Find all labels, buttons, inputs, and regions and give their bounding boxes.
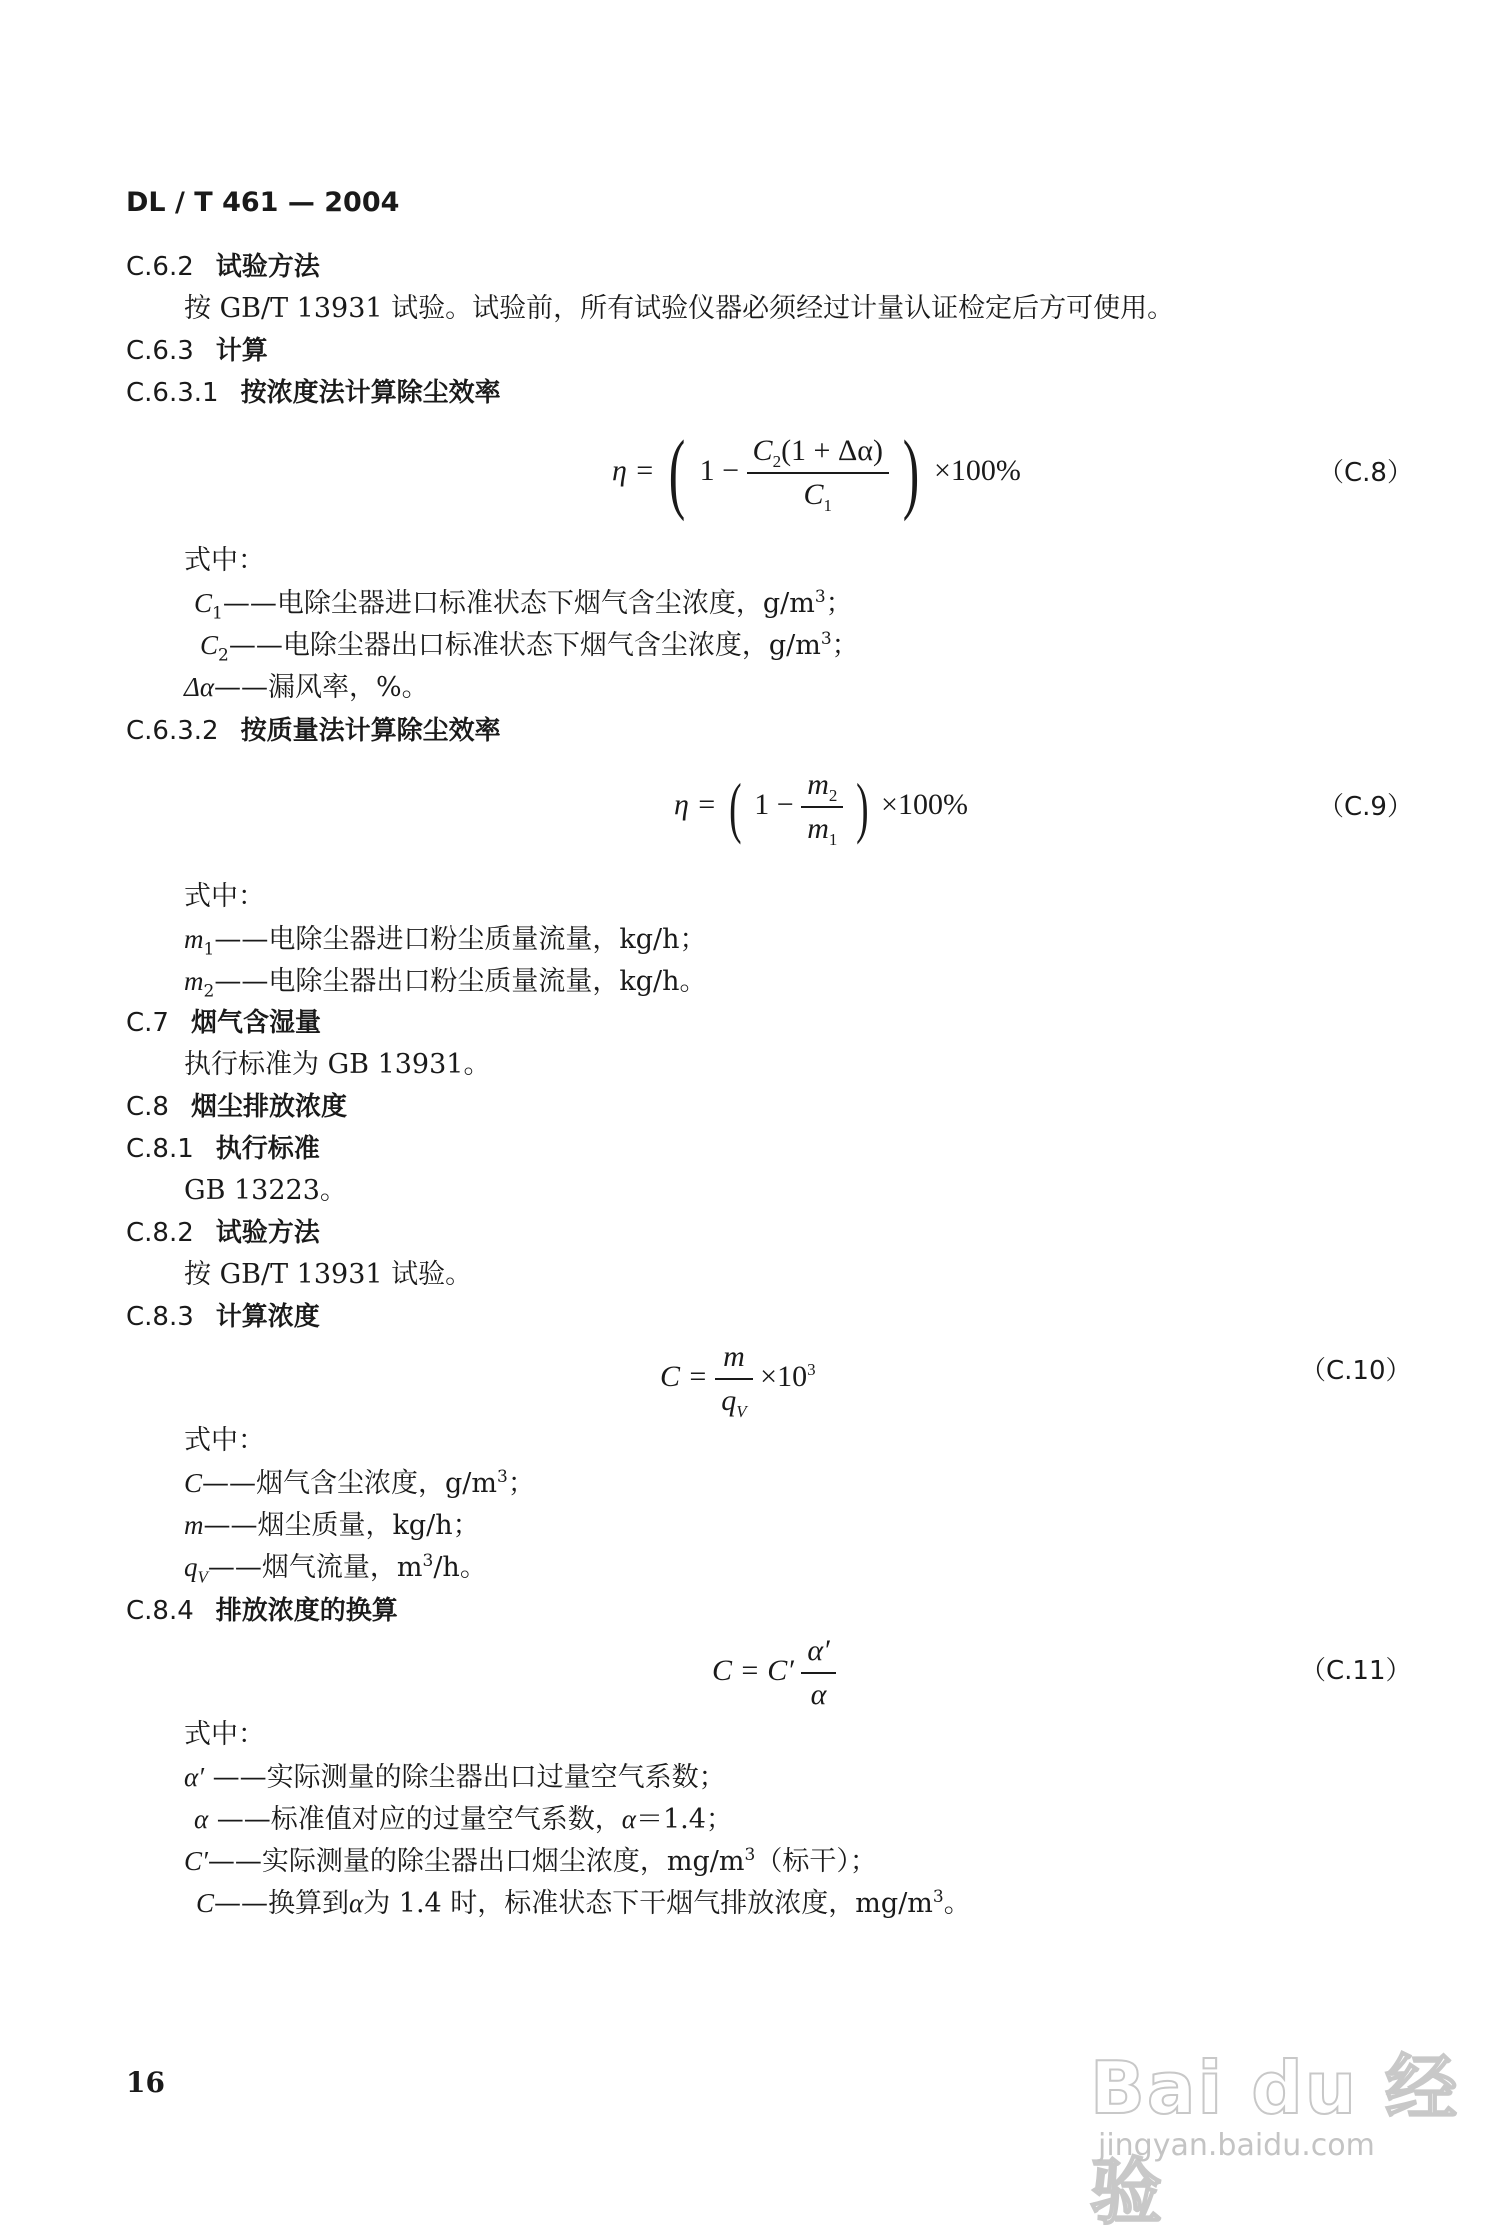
def-end: （标干）； (755, 1846, 877, 1877)
equation-tail: ×100% (933, 453, 1021, 487)
symbol-m: m (807, 768, 829, 801)
def-symbol: C (200, 630, 219, 660)
section-body-c62: 按 GB/T 13931 试验。试验前，所有试验仪器必须经过计量认证检定后方可使用。 (184, 293, 1175, 324)
subscript: 2 (828, 786, 838, 805)
definition-m (184, 1508, 480, 1543)
def-symbol: C′ (184, 1846, 208, 1876)
section-heading-c632 (126, 714, 501, 748)
def-symbol: m (184, 966, 204, 996)
fraction-denominator (715, 1380, 752, 1421)
definition-qv (184, 1550, 487, 1585)
section-number: C.6.3 (126, 336, 194, 366)
symbol-m: m (807, 812, 829, 845)
def-subscript: V (197, 1567, 208, 1587)
equation-lhs: C = (660, 1359, 708, 1393)
fraction-numerator (801, 768, 843, 808)
equation-c11 (712, 1634, 836, 1712)
equation-number-c10: （C.10） (1300, 1356, 1412, 1386)
equation-c9 (674, 768, 968, 849)
subscript: 2 (772, 452, 782, 471)
def-symbol: C (184, 1468, 203, 1498)
fraction (801, 768, 843, 849)
def-symbol: α′ (184, 1762, 205, 1792)
section-heading-c7 (126, 1006, 321, 1040)
fraction-denominator: α (810, 1678, 827, 1711)
def-text: ——换算到 (214, 1888, 350, 1919)
equation-c8 (612, 423, 1021, 522)
section-number: C.8 (126, 1092, 169, 1122)
def-superscript: 3 (814, 587, 826, 607)
definition-alpha (194, 1802, 733, 1837)
equation-lhs: C = C′ (712, 1653, 794, 1687)
def-subscript: 1 (212, 603, 223, 624)
def-text: ——电除尘器出口标准状态下烟气含尘浓度，g/m (228, 630, 821, 661)
where-label: 式中： (184, 1719, 265, 1750)
definition-m1 (184, 922, 707, 960)
def-symbol: m (184, 924, 204, 954)
def-subscript: 2 (203, 981, 215, 1002)
section-number: C.6.2 (126, 252, 194, 282)
fraction-denominator (801, 808, 843, 849)
fraction-denominator (747, 474, 889, 515)
symbol-c: C (803, 478, 824, 511)
page-number: 16 (126, 2066, 165, 2099)
def-symbol: q (184, 1552, 198, 1582)
section-title: 试验方法 (215, 1218, 320, 1248)
section-title: 计算浓度 (215, 1302, 320, 1332)
section-body-c7: 执行标准为 GB 13931。 (184, 1049, 491, 1080)
section-title: 烟气含湿量 (190, 1008, 321, 1038)
one-minus: 1 − (754, 787, 794, 821)
def-text: ——电除尘器进口粉尘质量流量，kg/h； (214, 924, 707, 955)
def-text: ——电除尘器进口标准状态下烟气含尘浓度，g/m (222, 588, 815, 619)
subscript: 1 (823, 496, 833, 515)
def-superscript: 3 (744, 1845, 756, 1865)
right-paren: ) (855, 769, 869, 845)
symbol-c: C (752, 434, 773, 467)
definition-alpha-prime (184, 1760, 726, 1795)
definition-c-converted (196, 1886, 971, 1921)
where-label: 式中： (184, 545, 265, 576)
section-heading-c62 (126, 250, 320, 284)
definition-c (184, 1466, 535, 1501)
equation-c10 (660, 1340, 816, 1421)
def-symbol: Δα (184, 672, 215, 702)
right-paren: ) (903, 423, 920, 522)
section-heading-c82 (126, 1216, 320, 1250)
section-title: 试验方法 (215, 252, 320, 282)
document-code-header: DL / T 461 — 2004 (126, 187, 400, 218)
def-text: ——烟尘质量，kg/h； (203, 1510, 480, 1541)
section-title: 烟尘排放浓度 (190, 1092, 347, 1122)
section-number: C.6.3.2 (126, 716, 219, 746)
fraction-numerator: α′ (801, 1634, 835, 1674)
definition-c-prime (184, 1844, 877, 1879)
section-number: C.8.1 (126, 1134, 194, 1164)
equation-lhs: η = (674, 787, 717, 821)
section-number: C.8.4 (126, 1596, 194, 1626)
equation-lhs: η = (612, 453, 655, 487)
fraction-numerator: m (715, 1340, 752, 1380)
section-number: C.7 (126, 1008, 169, 1038)
def-end: ； (507, 1468, 535, 1499)
section-title: 排放浓度的换算 (215, 1596, 398, 1626)
section-heading-c84 (126, 1594, 398, 1628)
section-number: C.8.3 (126, 1302, 194, 1332)
def-text: ——标准值对应的过量空气系数， (208, 1804, 622, 1835)
section-body-c81: GB 13223。 (184, 1175, 347, 1206)
def-symbol: C (194, 588, 213, 618)
fraction-numerator (747, 434, 889, 474)
section-number: C.8.2 (126, 1218, 194, 1248)
def-text: ——电除尘器出口粉尘质量流量，kg/h。 (214, 966, 707, 997)
section-heading-c63 (126, 334, 268, 368)
def-inline-symbol: α (349, 1888, 364, 1918)
equation-number-c9: （C.9） (1318, 792, 1413, 822)
where-label: 式中： (184, 881, 265, 912)
left-paren: ( (729, 769, 742, 845)
def-superscript: 3 (497, 1467, 508, 1487)
section-title: 计算 (215, 336, 268, 366)
definition-m2 (184, 964, 707, 1002)
baidu-watermark-url: jingyan.baidu.com (1098, 2128, 1375, 2163)
def-end: 为 1.4 时，标准状态下干烟气排放浓度，mg/m (363, 1888, 933, 1919)
baidu-watermark-logo: Bai du 经验 (1090, 2046, 1460, 2234)
where-label: 式中： (184, 1425, 265, 1456)
numerator-rest: (1 + Δα) (781, 434, 883, 467)
tail-base: ×10 (760, 1359, 808, 1393)
def-superscript: 3 (932, 1887, 944, 1907)
section-heading-c83 (126, 1300, 320, 1334)
tail-superscript: 3 (807, 1359, 816, 1379)
section-title: 按质量法计算除尘效率 (240, 716, 501, 746)
section-body-c82: 按 GB/T 13931 试验。 (184, 1259, 473, 1290)
section-heading-c8 (126, 1090, 347, 1124)
def-inline-symbol: α (621, 1804, 636, 1834)
def-superscript: 3 (422, 1551, 434, 1571)
def-subscript: 2 (218, 645, 229, 666)
section-number: C.6.3.1 (126, 378, 219, 408)
one-minus: 1 − (699, 453, 740, 487)
subscript: 1 (828, 830, 838, 849)
def-symbol: C (196, 1888, 215, 1918)
def-end: ＝1.4； (635, 1804, 733, 1835)
equation-number-c11: （C.11） (1300, 1656, 1412, 1686)
definition-c1 (194, 586, 853, 624)
definition-c2 (200, 628, 859, 666)
section-heading-c631 (126, 376, 501, 410)
def-end: ； (831, 630, 859, 661)
left-paren: ( (668, 423, 686, 522)
def-text: ——漏风率，%。 (214, 672, 429, 703)
section-title: 按浓度法计算除尘效率 (240, 378, 501, 408)
def-subscript: 1 (203, 939, 215, 960)
equation-tail: ×100% (881, 787, 968, 821)
def-end: /h。 (433, 1552, 487, 1583)
fraction (715, 1340, 752, 1421)
fraction (801, 1634, 835, 1712)
symbol-q: q (721, 1384, 737, 1417)
def-end: 。 (943, 1888, 971, 1919)
definition-delta-alpha (184, 670, 429, 705)
def-superscript: 3 (820, 629, 832, 649)
def-text: ——烟气流量，m (207, 1552, 423, 1583)
def-symbol: α (194, 1804, 209, 1834)
section-title: 执行标准 (215, 1134, 320, 1164)
def-text: ——实际测量的除尘器出口烟尘浓度，mg/m (207, 1846, 745, 1877)
def-text: ——实际测量的除尘器出口过量空气系数； (204, 1762, 726, 1793)
def-symbol: m (184, 1510, 204, 1540)
equation-number-c8: （C.8） (1318, 458, 1413, 488)
section-heading-c81 (126, 1132, 320, 1166)
def-text: ——烟气含尘浓度，g/m (202, 1468, 497, 1499)
subscript: V (736, 1402, 747, 1421)
def-end: ； (825, 588, 853, 619)
fraction (747, 434, 889, 515)
equation-tail (760, 1360, 815, 1393)
